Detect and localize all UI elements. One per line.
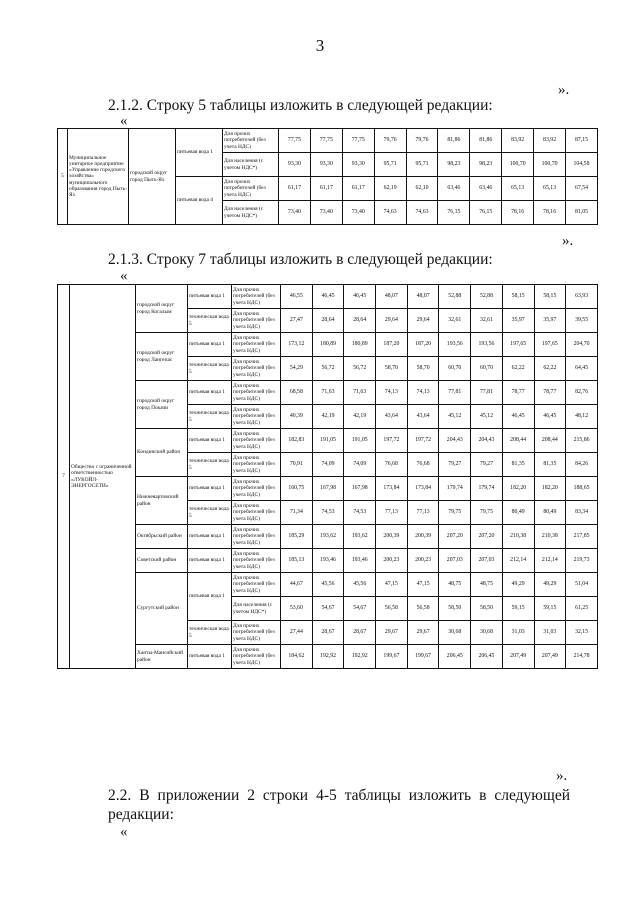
tariff-value-cell: 187,20	[407, 333, 439, 357]
tariff-value-cell: 100,70	[502, 153, 534, 177]
consumer-cell: Для прочих потребителей (без учета НДС)	[232, 381, 281, 405]
service-cell: питьевая вода 1	[188, 525, 232, 549]
tariff-value-cell: 79,76	[406, 129, 438, 153]
tariff-value-cell: 81,86	[470, 129, 502, 153]
consumer-cell: Для прочих потребителей (без учета НДС)	[232, 429, 281, 453]
tariff-value-cell: 81,35	[534, 453, 566, 477]
tariff-value-cell: 79,27	[471, 453, 503, 477]
territory-cell: Советский район	[136, 549, 188, 573]
tariff-value-cell: 179,74	[471, 477, 503, 501]
tariff-value-cell: 54,29	[281, 357, 313, 381]
tariff-value-cell: 180,89	[344, 333, 376, 357]
tariff-value-cell: 207,03	[439, 549, 471, 573]
service-cell: техническая вода 5	[188, 453, 232, 477]
consumer-cell: Для прочих потребителей (без учета НДС)	[232, 621, 281, 645]
service-cell: питьевая вода 4	[176, 177, 223, 225]
tariff-value-cell: 84,26	[566, 453, 598, 477]
consumer-cell: Для прочих потребителей (без учета НДС)	[223, 177, 279, 201]
tariff-value-cell: 204,43	[439, 429, 471, 453]
tariff-value-cell: 31,03	[534, 621, 566, 645]
tariff-value-cell: 48,07	[376, 285, 408, 309]
tariff-value-cell: 212,14	[502, 549, 534, 573]
table-row	[58, 381, 598, 405]
service-cell: питьевая вода 1	[188, 549, 232, 573]
consumer-cell: Для прочих потребителей (без учета НДС)	[223, 129, 279, 153]
table-row	[58, 525, 598, 549]
tariff-value-cell: 43,64	[407, 405, 439, 429]
tariff-value-cell: 28,67	[344, 621, 376, 645]
table-row-7	[57, 284, 598, 669]
tariff-value-cell: 193,56	[471, 333, 503, 357]
tariff-value-cell: 185,13	[281, 549, 313, 573]
tariff-value-cell: 104,58	[566, 153, 598, 177]
tariff-value-cell: 180,89	[312, 333, 344, 357]
tariff-value-cell: 62,22	[534, 357, 566, 381]
table-row	[58, 549, 598, 573]
tariff-value-cell: 77,75	[279, 129, 311, 153]
tariff-value-cell: 61,17	[342, 177, 374, 201]
tariff-value-cell: 204,43	[471, 429, 503, 453]
row-number-cell: 5	[58, 129, 68, 225]
territory-cell: городской округ город Лангепас	[136, 333, 188, 381]
tariff-value-cell: 78,16	[534, 201, 566, 225]
tariff-value-cell: 193,62	[312, 525, 344, 549]
tariff-value-cell: 61,17	[279, 177, 311, 201]
tariff-value-cell: 60,70	[439, 357, 471, 381]
tariff-value-cell: 32,15	[566, 621, 598, 645]
service-cell: техническая вода 5	[188, 621, 232, 645]
tariff-value-cell: 53,60	[281, 597, 313, 621]
tariff-value-cell: 56,58	[376, 597, 408, 621]
tariff-value-cell: 77,75	[342, 129, 374, 153]
tariff-value-cell: 200,39	[376, 525, 408, 549]
tariff-value-cell: 179,74	[439, 477, 471, 501]
tariff-value-cell: 71,63	[312, 381, 344, 405]
tariff-value-cell: 73,40	[279, 201, 311, 225]
tariff-value-cell: 167,98	[344, 477, 376, 501]
tariff-value-cell: 39,55	[566, 309, 598, 333]
tariff-value-cell: 65,13	[502, 177, 534, 201]
section-2-1-2-heading: 2.1.2. Строку 5 таблицы изложить в следующей редакции:	[108, 97, 493, 114]
tariff-value-cell: 29,64	[407, 309, 439, 333]
tariff-value-cell: 80,49	[502, 501, 534, 525]
tariff-value-cell: 204,70	[566, 333, 598, 357]
consumer-cell: Для прочих потребителей (без учета НДС)	[232, 549, 281, 573]
organization-cell: Муниципальное унитарное предприятие «Управление городского хозяйства» муниципального образования город Пыть-Ях	[68, 129, 129, 225]
territory-cell: Сургутский район	[136, 573, 188, 645]
tariff-value-cell: 40,39	[281, 405, 313, 429]
tariff-value-cell: 28,67	[312, 621, 344, 645]
tariff-value-cell: 46,45	[502, 405, 534, 429]
tariff-value-cell: 173,84	[407, 477, 439, 501]
tariff-value-cell: 192,92	[344, 645, 376, 669]
tariff-value-cell: 210,38	[534, 525, 566, 549]
tariff-value-cell: 29,64	[376, 309, 408, 333]
tariff-value-cell: 62,22	[502, 357, 534, 381]
section-2-1-2-open-quote: «	[120, 113, 128, 129]
territory-cell: Октябрьский район	[136, 525, 188, 549]
tariff-value-cell: 173,84	[376, 477, 408, 501]
tariff-value-cell: 77,81	[439, 381, 471, 405]
tariff-value-cell: 76,15	[470, 201, 502, 225]
section-2-1-2-close-quote: ».	[562, 233, 574, 249]
section-2-2-line-2: редакции:	[108, 806, 174, 823]
tariff-value-cell: 65,13	[534, 177, 566, 201]
tariff-value-cell: 79,27	[439, 453, 471, 477]
tariff-value-cell: 193,46	[344, 549, 376, 573]
tariff-value-cell: 59,15	[502, 597, 534, 621]
tariff-value-cell: 83,92	[502, 129, 534, 153]
tariff-value-cell: 78,77	[534, 381, 566, 405]
tariff-value-cell: 45,12	[439, 405, 471, 429]
tariff-value-cell: 197,72	[407, 429, 439, 453]
tariff-value-cell: 56,72	[344, 357, 376, 381]
service-cell: техническая вода 5	[188, 309, 232, 333]
service-cell: питьевая вода 1	[188, 381, 232, 405]
row-number-cell: 7	[58, 285, 70, 669]
tariff-value-cell: 93,30	[342, 153, 374, 177]
table-row	[58, 573, 598, 597]
tariff-value-cell: 77,13	[376, 501, 408, 525]
tariff-value-cell: 42,19	[312, 405, 344, 429]
tariff-value-cell: 200,23	[376, 549, 408, 573]
tariff-value-cell: 208,44	[502, 429, 534, 453]
service-cell: питьевая вода 1	[188, 333, 232, 357]
consumer-cell: Для прочих потребителей (без учета НДС)	[232, 573, 281, 597]
tariff-value-cell: 73,40	[342, 201, 374, 225]
tariff-value-cell: 74,13	[376, 381, 408, 405]
table-row	[58, 645, 598, 669]
table-row	[58, 285, 598, 309]
tariff-value-cell: 76,68	[407, 453, 439, 477]
tariff-value-cell: 80,49	[534, 501, 566, 525]
tariff-value-cell: 32,61	[471, 309, 503, 333]
tariff-value-cell: 83,92	[534, 129, 566, 153]
tariff-value-cell: 46,45	[312, 285, 344, 309]
tariff-value-cell: 100,70	[534, 153, 566, 177]
tariff-value-cell: 182,20	[502, 477, 534, 501]
territory-cell: городской округ город Когалым	[136, 285, 188, 333]
consumer-cell: Для населения (с учетом НДС*)	[232, 597, 281, 621]
organization-cell: Общество с ограниченной ответственностью «ЛУКОЙЛ-ЭНЕРГОСЕТИ»	[70, 285, 136, 669]
tariff-value-cell: 219,73	[566, 549, 598, 573]
tariff-value-cell: 58,70	[407, 357, 439, 381]
tariff-value-cell: 93,30	[310, 153, 342, 177]
tariff-value-cell: 79,75	[471, 501, 503, 525]
table-row	[58, 477, 598, 501]
tariff-value-cell: 45,12	[471, 405, 503, 429]
tariff-value-cell: 46,55	[281, 285, 313, 309]
service-cell: питьевая вода 1	[176, 129, 223, 177]
section-2-2-open-quote: «	[120, 824, 128, 840]
consumer-cell: Для прочих потребителей (без учета НДС)	[232, 309, 281, 333]
tariff-value-cell: 48,07	[407, 285, 439, 309]
tariff-value-cell: 191,05	[312, 429, 344, 453]
tariff-value-cell: 74,53	[312, 501, 344, 525]
tariff-value-cell: 187,20	[376, 333, 408, 357]
tariff-value-cell: 188,65	[566, 477, 598, 501]
service-cell: питьевая вода 1	[188, 285, 232, 309]
tariff-value-cell: 95,71	[406, 153, 438, 177]
tariff-value-cell: 58,70	[376, 357, 408, 381]
section-2-1-3-close-quote: ».	[556, 768, 568, 784]
tariff-value-cell: 29,67	[407, 621, 439, 645]
consumer-cell: Для прочих потребителей (без учета НДС)	[232, 525, 281, 549]
section-2-2-line-1: 2.2. В приложении 2 строки 4-5 таблицы изложить в следующей	[108, 787, 570, 804]
tariff-value-cell: 182,83	[281, 429, 313, 453]
tariff-value-cell: 197,72	[376, 429, 408, 453]
tariff-value-cell: 59,15	[534, 597, 566, 621]
tariff-value-cell: 206,45	[471, 645, 503, 669]
tariff-value-cell: 200,23	[407, 549, 439, 573]
tariff-value-cell: 207,20	[471, 525, 503, 549]
tariff-value-cell: 77,13	[407, 501, 439, 525]
tariff-value-cell: 207,49	[502, 645, 534, 669]
tariff-value-cell: 70,91	[281, 453, 313, 477]
tariff-value-cell: 79,75	[439, 501, 471, 525]
tariff-value-cell: 62,19	[374, 177, 406, 201]
service-cell: питьевая вода 1	[188, 477, 232, 501]
tariff-value-cell: 167,98	[312, 477, 344, 501]
section-2-1-3-open-quote: «	[120, 268, 128, 284]
tariff-value-cell: 68,58	[281, 381, 313, 405]
tariff-value-cell: 63,93	[566, 285, 598, 309]
tariff-value-cell: 182,20	[534, 477, 566, 501]
tariff-value-cell: 63,46	[438, 177, 470, 201]
tariff-value-cell: 74,63	[406, 201, 438, 225]
tariff-value-cell: 61,17	[310, 177, 342, 201]
tariff-value-cell: 197,65	[502, 333, 534, 357]
tariff-value-cell: 49,29	[534, 573, 566, 597]
tariff-value-cell: 44,67	[281, 573, 313, 597]
tariff-value-cell: 35,97	[502, 309, 534, 333]
tariff-value-cell: 77,81	[471, 381, 503, 405]
consumer-cell: Для прочих потребителей (без учета НДС)	[232, 357, 281, 381]
tariff-value-cell: 93,30	[279, 153, 311, 177]
tariff-value-cell: 74,13	[407, 381, 439, 405]
table-row	[58, 129, 598, 153]
tariff-value-cell: 185,29	[281, 525, 313, 549]
tariff-value-cell: 49,29	[502, 573, 534, 597]
tariff-value-cell: 58,50	[439, 597, 471, 621]
tariff-value-cell: 81,05	[566, 201, 598, 225]
tariff-value-cell: 32,61	[439, 309, 471, 333]
tariff-value-cell: 74,09	[344, 453, 376, 477]
tariff-value-cell: 212,14	[534, 549, 566, 573]
table-row-5	[57, 128, 598, 225]
tariff-value-cell: 98,23	[470, 153, 502, 177]
tariff-value-cell: 71,34	[281, 501, 313, 525]
tariff-value-cell: 197,65	[534, 333, 566, 357]
tariff-value-cell: 43,64	[376, 405, 408, 429]
tariff-value-cell: 217,85	[566, 525, 598, 549]
tariff-value-cell: 173,12	[281, 333, 313, 357]
tariff-value-cell: 193,46	[312, 549, 344, 573]
tariff-value-cell: 207,20	[439, 525, 471, 549]
tariff-value-cell: 46,45	[344, 285, 376, 309]
tariff-value-cell: 52,88	[439, 285, 471, 309]
tariff-value-cell: 31,03	[502, 621, 534, 645]
tariff-value-cell: 46,45	[534, 405, 566, 429]
consumer-cell: Для прочих потребителей (без учета НДС)	[232, 477, 281, 501]
tariff-value-cell: 199,67	[376, 645, 408, 669]
service-cell: техническая вода 5	[188, 405, 232, 429]
tariff-value-cell: 193,62	[344, 525, 376, 549]
tariff-value-cell: 42,19	[344, 405, 376, 429]
tariff-value-cell: 54,67	[312, 597, 344, 621]
tariff-value-cell: 58,15	[502, 285, 534, 309]
tariff-value-cell: 81,86	[438, 129, 470, 153]
tariff-value-cell: 47,15	[376, 573, 408, 597]
tariff-value-cell: 208,44	[534, 429, 566, 453]
tariff-value-cell: 83,34	[566, 501, 598, 525]
tariff-value-cell: 48,75	[471, 573, 503, 597]
tariff-value-cell: 207,49	[534, 645, 566, 669]
tariff-value-cell: 200,39	[407, 525, 439, 549]
tariff-value-cell: 67,54	[566, 177, 598, 201]
consumer-cell: Для прочих потребителей (без учета НДС)	[232, 501, 281, 525]
tariff-value-cell: 98,23	[438, 153, 470, 177]
consumer-cell: Для населения (с учетом НДС*)	[223, 201, 279, 225]
consumer-cell: Для прочих потребителей (без учета НДС)	[232, 333, 281, 357]
tariff-value-cell: 160,75	[281, 477, 313, 501]
tariff-value-cell: 35,97	[534, 309, 566, 333]
tariff-value-cell: 47,15	[407, 573, 439, 597]
tariff-value-cell: 74,63	[374, 201, 406, 225]
tariff-value-cell: 76,68	[376, 453, 408, 477]
tariff-value-cell: 27,44	[281, 621, 313, 645]
territory-cell: городской округ город Пыть-Ях	[129, 129, 176, 225]
tariff-value-cell: 207,03	[471, 549, 503, 573]
tariff-value-cell: 77,75	[310, 129, 342, 153]
territory-cell: Нижневартовский район	[136, 477, 188, 525]
tariff-value-cell: 81,35	[502, 453, 534, 477]
service-cell: питьевая вода 1	[188, 645, 232, 669]
previous-close-quote: ».	[558, 82, 570, 98]
service-cell: техническая вода 5	[188, 357, 232, 381]
tariff-value-cell: 79,76	[374, 129, 406, 153]
tariff-value-cell: 48,12	[566, 405, 598, 429]
tariff-value-cell: 192,92	[312, 645, 344, 669]
tariff-value-cell: 27,47	[281, 309, 313, 333]
tariff-value-cell: 28,64	[312, 309, 344, 333]
tariff-value-cell: 60,70	[471, 357, 503, 381]
table-row	[58, 333, 598, 357]
tariff-value-cell: 62,10	[406, 177, 438, 201]
tariff-value-cell: 61,25	[566, 597, 598, 621]
tariff-value-cell: 76,15	[438, 201, 470, 225]
tariff-value-cell: 206,45	[439, 645, 471, 669]
tariff-value-cell: 210,38	[502, 525, 534, 549]
tariff-value-cell: 64,45	[566, 357, 598, 381]
tariff-value-cell: 78,16	[502, 201, 534, 225]
tariff-value-cell: 30,68	[471, 621, 503, 645]
tariff-value-cell: 58,50	[471, 597, 503, 621]
consumer-cell: Для прочих потребителей (без учета НДС)	[232, 405, 281, 429]
tariff-value-cell: 215,86	[566, 429, 598, 453]
tariff-value-cell: 184,62	[281, 645, 313, 669]
consumer-cell: Для прочих потребителей (без учета НДС)	[232, 645, 281, 669]
territory-cell: городской округ город Покачи	[136, 381, 188, 429]
tariff-value-cell: 54,67	[344, 597, 376, 621]
tariff-value-cell: 71,63	[344, 381, 376, 405]
tariff-value-cell: 45,56	[344, 573, 376, 597]
tariff-value-cell: 73,40	[310, 201, 342, 225]
tariff-value-cell: 191,05	[344, 429, 376, 453]
tariff-value-cell: 28,64	[344, 309, 376, 333]
service-cell: питьевая вода 1	[188, 573, 232, 621]
tariff-value-cell: 56,72	[312, 357, 344, 381]
tariff-value-cell: 74,09	[312, 453, 344, 477]
territory-cell: Ханты-Мансийский район	[136, 645, 188, 669]
service-cell: питьевая вода 1	[188, 429, 232, 453]
territory-cell: Кондинский район	[136, 429, 188, 477]
consumer-cell: Для прочих потребителей (без учета НДС)	[232, 285, 281, 309]
tariff-value-cell: 29,67	[376, 621, 408, 645]
tariff-value-cell: 56,58	[407, 597, 439, 621]
tariff-value-cell: 95,71	[374, 153, 406, 177]
tariff-value-cell: 30,68	[439, 621, 471, 645]
tariff-value-cell: 63,46	[470, 177, 502, 201]
tariff-value-cell: 58,15	[534, 285, 566, 309]
tariff-value-cell: 87,15	[566, 129, 598, 153]
section-2-1-3-heading: 2.1.3. Строку 7 таблицы изложить в следующей редакции:	[108, 251, 493, 268]
tariff-value-cell: 82,76	[566, 381, 598, 405]
tariff-value-cell: 199,67	[407, 645, 439, 669]
consumer-cell: Для прочих потребителей (без учета НДС)	[232, 453, 281, 477]
page-number: 3	[315, 36, 325, 55]
consumer-cell: Для населения (с учетом НДС*)	[223, 153, 279, 177]
tariff-value-cell: 193,56	[439, 333, 471, 357]
tariff-value-cell: 74,53	[344, 501, 376, 525]
tariff-value-cell: 48,75	[439, 573, 471, 597]
tariff-value-cell: 52,88	[471, 285, 503, 309]
table-row	[58, 429, 598, 453]
tariff-value-cell: 51,04	[566, 573, 598, 597]
tariff-value-cell: 214,78	[566, 645, 598, 669]
tariff-value-cell: 45,56	[312, 573, 344, 597]
service-cell: техническая вода 5	[188, 501, 232, 525]
tariff-value-cell: 78,77	[502, 381, 534, 405]
